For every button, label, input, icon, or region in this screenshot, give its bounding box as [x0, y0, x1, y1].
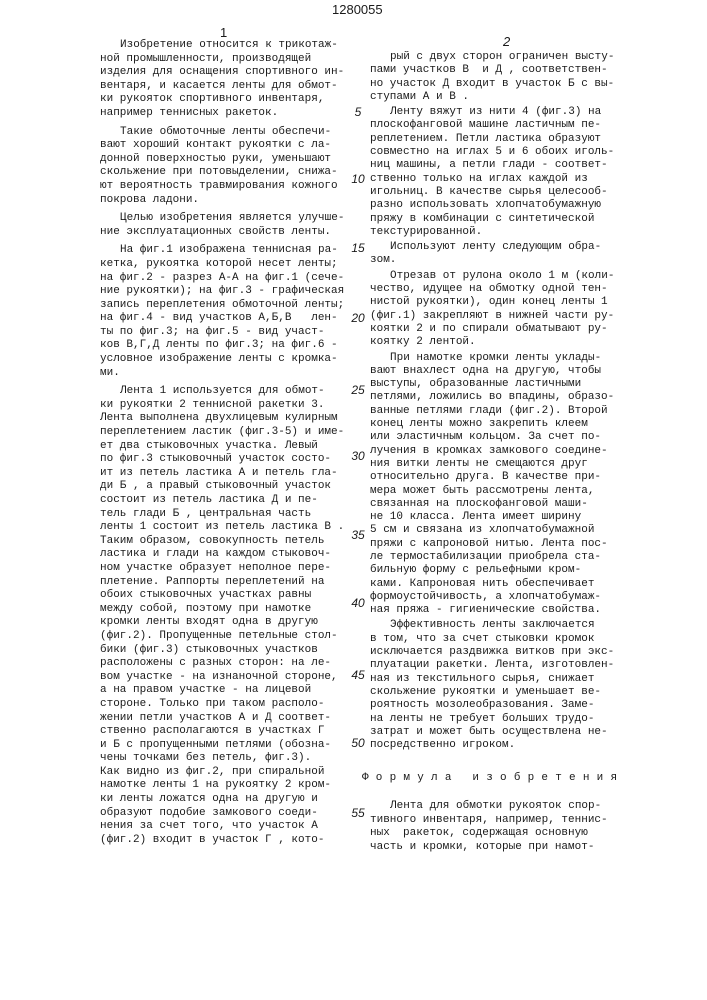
text-line: ленты 1 состоит из петель ластика В .: [100, 521, 360, 535]
text-line: тивного инвентаря, например, теннис-: [370, 814, 630, 828]
line-number: 50: [348, 736, 368, 750]
text-line: Целью изобретения является улучше-: [100, 212, 360, 226]
text-line: Лента для обмотки рукояток спор-: [370, 800, 630, 814]
text-line: между собой, поэтому при намотке: [100, 603, 360, 617]
text-line: по фиг.3 стыковочный участок состо-: [100, 453, 360, 467]
text-line: ная из текстильного сырья, снижает: [370, 673, 630, 686]
text-line: Отрезав от рулона около 1 м (коли-: [370, 270, 630, 283]
text-line: 5 см и связана из хлопчатобумажной: [370, 524, 630, 537]
text-line: ние рукоятки); на фиг.3 - графическая: [100, 285, 360, 299]
text-line: ния витки ленты не смещаются друг: [370, 458, 630, 471]
paragraph: [100, 126, 360, 208]
text-line: пряжу в комбинации с синтетической: [370, 213, 630, 226]
text-line: затрат и может быть осуществлена не-: [370, 726, 630, 739]
text-line: пряжи с капроновой нитью. Лента пос-: [370, 538, 630, 551]
text-line: рый с двух сторон ограничен высту-: [370, 51, 630, 64]
text-line: ки рукояток спортивного инвентаря,: [100, 93, 360, 107]
text-line: вают внахлест одна на другую, чтобы: [370, 365, 630, 378]
text-line: ками. Капроновая нить обеспечивает: [370, 578, 630, 591]
line-number: 40: [348, 596, 368, 610]
text-line: исключается раздвижка витков при экс-: [370, 646, 630, 659]
text-line: кетка, рукоятка которой несет ленты;: [100, 258, 360, 272]
text-line: вом участке - на изнаночной стороне,: [100, 671, 360, 685]
text-line: скольжение при потовыделении, снижа-: [100, 166, 360, 180]
text-line: ная пряжа - гигиенические свойства.: [370, 604, 630, 617]
text-line: формоустойчивость, а хлопчатобумаж-: [370, 591, 630, 604]
text-line: ют вероятность травмирования кожного: [100, 180, 360, 194]
left-column-text: [100, 39, 360, 852]
text-line: бильную форму с рельефными кром-: [370, 564, 630, 577]
text-line: донной поверхностью руки, уменьшают: [100, 153, 360, 167]
text-line: ки ленты ложатся одна на другую и: [100, 793, 360, 807]
text-line: не 10 класса. Лента имеет ширину: [370, 511, 630, 524]
paragraph: [370, 270, 630, 350]
right-column-text: [370, 51, 630, 754]
text-line: переплетением ластик (фиг.3-5) и име-: [100, 426, 360, 440]
text-line: игольниц. В качестве сырья целесооб-: [370, 186, 630, 199]
text-line: ной промышленности, производящей: [100, 53, 360, 67]
text-line: При намотке кромки ленты уклады-: [370, 352, 630, 365]
text-line: запись переплетения обмоточной ленты;: [100, 299, 360, 313]
line-number: 25: [348, 383, 368, 397]
text-line: но участок Д входит в участок Б с вы-: [370, 78, 630, 91]
text-line: изделия для оснащения спортивного ин-: [100, 66, 360, 80]
column-number-right: 2: [503, 34, 510, 49]
text-line: Таким образом, совокупность петель: [100, 535, 360, 549]
text-line: текстурированной.: [370, 226, 630, 239]
text-line: обоих стыковочных участках равны: [100, 589, 360, 603]
text-line: жении петли участков А и Д соответ-: [100, 712, 360, 726]
line-number: 5: [348, 105, 368, 119]
text-line: ков В,Г,Д ленты по фиг.3; на фиг.6 -: [100, 339, 360, 353]
text-line: ванные петлями глади (фиг.2). Второй: [370, 405, 630, 418]
line-number: 45: [348, 668, 368, 682]
text-line: расположены с разных сторон: на ле-: [100, 657, 360, 671]
text-line: Лента выполнена двухлицевым кулирным: [100, 412, 360, 426]
paragraph: [100, 212, 360, 239]
text-line: на фиг.2 - разрез А-А на фиг.1 (сече-: [100, 272, 360, 286]
text-line: плоскофанговой машине ластичным пе-: [370, 119, 630, 132]
text-line: скольжение рукоятки и уменьшает ве-: [370, 686, 630, 699]
text-line: плетение. Раппорты переплетений на: [100, 576, 360, 590]
paragraph: [370, 51, 630, 104]
text-line: ит из петель ластика А и петель гла-: [100, 467, 360, 481]
text-line: ступами А и В .: [370, 91, 630, 104]
line-number: 20: [348, 311, 368, 325]
text-line: или эластичным кольцом. За счет по-: [370, 431, 630, 444]
line-number: 30: [348, 449, 368, 463]
text-line: плуатации ракетки. Лента, изготовлен-: [370, 659, 630, 672]
text-line: коятку 2 лентой.: [370, 336, 630, 349]
line-number: 55: [348, 806, 368, 820]
formula-heading: Ф о р м у л а и з о б р е т е н и я: [362, 772, 617, 784]
text-line: посредственно игроком.: [370, 739, 630, 752]
text-line: петлями, ложились во впадины, образо-: [370, 391, 630, 404]
text-line: образуют подобие замкового соеди-: [100, 807, 360, 821]
paragraph: [100, 385, 360, 847]
text-line: ных ракеток, содержащая основную: [370, 827, 630, 841]
text-line: относительно друга. В качестве при-: [370, 471, 630, 484]
text-line: ди Б , а правый стыковочный участок: [100, 480, 360, 494]
text-line: ние эксплуатационных свойств ленты.: [100, 226, 360, 240]
paragraph: [370, 800, 630, 854]
text-line: (фиг.2) входит в участок Г , кото-: [100, 834, 360, 848]
text-line: ственно располагаются в участках Г: [100, 725, 360, 739]
text-line: разно использовать хлопчатобумажную: [370, 199, 630, 212]
text-line: намотке ленты 1 на рукоятку 2 кром-: [100, 779, 360, 793]
text-line: покрова ладони.: [100, 194, 360, 208]
text-line: Ленту вяжут из нити 4 (фиг.3) на: [370, 106, 630, 119]
text-line: часть и кромки, которые при намот-: [370, 841, 630, 855]
text-line: ластика и глади на каждом стыковоч-: [100, 548, 360, 562]
paragraph: [370, 352, 630, 618]
text-line: зом.: [370, 254, 630, 267]
text-line: и Б с пропущенными петлями (обозна-: [100, 739, 360, 753]
text-line: например теннисных ракеток.: [100, 107, 360, 121]
text-line: лучения в кромках замкового соедине-: [370, 445, 630, 458]
text-line: чены точками без петель, фиг.3).: [100, 752, 360, 766]
text-line: ле термостабилизации приобрела ста-: [370, 551, 630, 564]
text-line: конец ленты можно закрепить клеем: [370, 418, 630, 431]
text-line: связанная на плоскофанговой маши-: [370, 498, 630, 511]
text-line: нения за счет того, что участок А: [100, 820, 360, 834]
text-line: тель глади Б , центральная часть: [100, 508, 360, 522]
claim-text: [370, 800, 630, 859]
text-line: коятки 2 и по спирали обматывают ру-: [370, 323, 630, 336]
line-number: 15: [348, 241, 368, 255]
text-line: на ленты не требует больших трудо-: [370, 713, 630, 726]
patent-number: 1280055: [332, 2, 383, 17]
paragraph: [370, 619, 630, 752]
text-line: ет два стыковочных участка. Левый: [100, 440, 360, 454]
text-line: мера может быть рассмотрены лента,: [370, 485, 630, 498]
text-line: Эффективность ленты заключается: [370, 619, 630, 632]
text-line: ственно только на иглах каждой из: [370, 173, 630, 186]
text-line: нистой рукоятки), один конец ленты 1: [370, 296, 630, 309]
text-line: На фиг.1 изображена теннисная ра-: [100, 244, 360, 258]
text-line: Такие обмоточные ленты обеспечи-: [100, 126, 360, 140]
text-line: состоит из петель ластика Д и пе-: [100, 494, 360, 508]
text-line: (фиг.2). Пропущенные петельные стол-: [100, 630, 360, 644]
text-line: совместно на иглах 5 и 6 обоих иголь-: [370, 146, 630, 159]
text-line: Используют ленту следующим обра-: [370, 241, 630, 254]
text-line: вентаря, и касается ленты для обмот-: [100, 80, 360, 94]
text-line: пами участков В и Д , соответствен-: [370, 64, 630, 77]
text-line: чество, идущее на обмотку одной тен-: [370, 283, 630, 296]
paragraph: [370, 241, 630, 268]
text-line: выступы, образованные ластичными: [370, 378, 630, 391]
text-line: (фиг.1) закрепляют в нижней части ру-: [370, 310, 630, 323]
text-line: бики (фиг.3) стыковочных участков: [100, 644, 360, 658]
text-line: на фиг.4 - вид участков А,Б,В лен-: [100, 312, 360, 326]
text-line: вают хороший контакт рукоятки с ла-: [100, 139, 360, 153]
text-line: ном участке образует неполное пере-: [100, 562, 360, 576]
text-line: ми.: [100, 367, 360, 381]
text-line: Как видно из фиг.2, при спиральной: [100, 766, 360, 780]
text-line: кромки ленты входят одна в другую: [100, 616, 360, 630]
text-line: условное изображение ленты с кромка-: [100, 353, 360, 367]
text-line: ки рукоятки 2 теннисной ракетки 3.: [100, 399, 360, 413]
text-line: реплетением. Петли ластика образуют: [370, 133, 630, 146]
paragraph: [100, 244, 360, 380]
line-number: 10: [348, 172, 368, 186]
paragraph: [100, 39, 360, 121]
column-number-left: 1: [220, 25, 227, 40]
text-line: стороне. Только при таком располо-: [100, 698, 360, 712]
text-line: ниц машины, а петли глади - соответ-: [370, 159, 630, 172]
text-line: ты по фиг.3; на фиг.5 - вид участ-: [100, 326, 360, 340]
text-line: а на правом участке - на лицевой: [100, 684, 360, 698]
paragraph: [370, 106, 630, 239]
text-line: Лента 1 используется для обмот-: [100, 385, 360, 399]
line-number: 35: [348, 528, 368, 542]
text-line: Изобретение относится к трикотаж-: [100, 39, 360, 53]
text-line: роятность мозолеобразования. Заме-: [370, 699, 630, 712]
text-line: в том, что за счет стыковки кромок: [370, 633, 630, 646]
